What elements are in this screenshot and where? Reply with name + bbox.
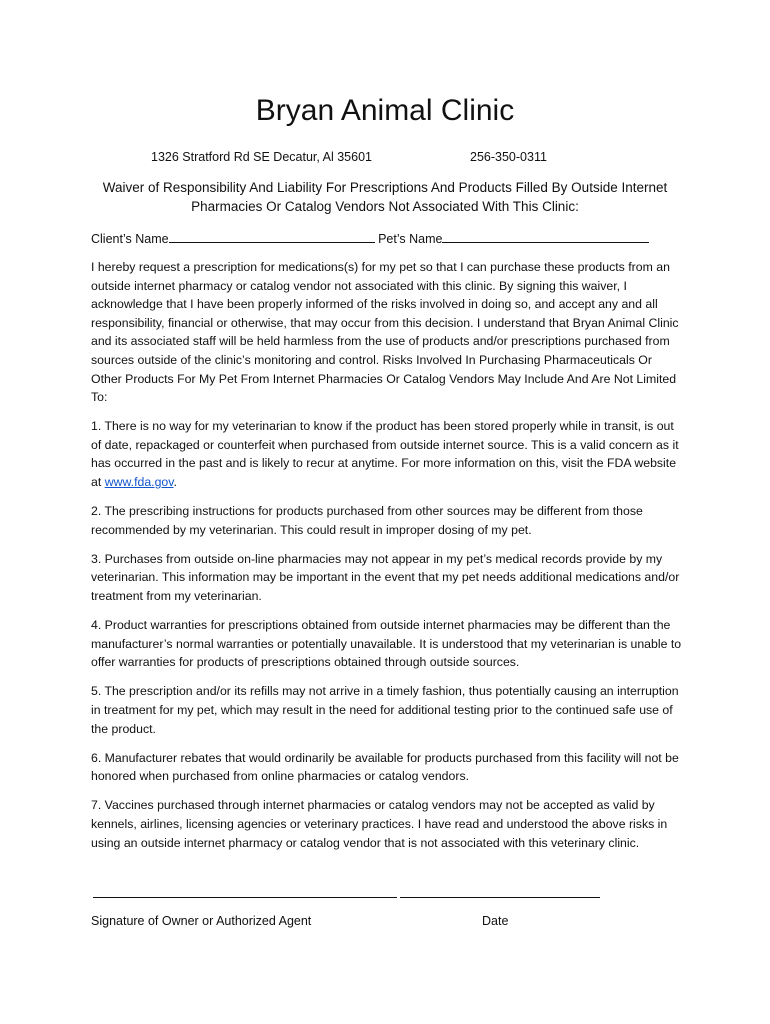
date-label: Date bbox=[482, 914, 509, 928]
risk-item-4: 4. Product warranties for prescriptions obtained from outside internet pharmacies may be different than the manufacturer’s normal warranties or potentially unavailable. It is understood that my veterinarian is unable to offer warranties for products of prescriptions obtained through outside sources. bbox=[91, 618, 682, 670]
fda-link[interactable]: www.fda.gov bbox=[104, 475, 174, 490]
intro-paragraph: I hereby request a prescription for medications(s) for my pet so that I can purchase these products from an outside internet pharmacy or catalog vendor not associated with this clinic. By signing this waiver, I acknowledge that I have been properly informed of the risks involved in doing so, and accept any and all responsibility, financial or otherwise, that may occur from this decision. I understand that Bryan Animal Clinic and its associated staff will be held harmless from the use of products and/or prescriptions purchased from sources outside of the clinic’s monitoring and control. Risks Involved In Purchasing Pharmaceuticals Or Other Products For My Pet From Internet Pharmacies Or Catalog Vendors May Include And Are Not Limited To: bbox=[91, 260, 679, 405]
clinic-phone: 256-350-0311 bbox=[470, 150, 547, 164]
risk-item-7: 7. Vaccines purchased through internet pharmacies or catalog vendors may not be accepted as valid by kennels, airlines, licensing agencies or veterinary practices. I have read and understood the above risks in using an outside internet pharmacy or catalog vendor that is not associated with this veterinary clinic. bbox=[91, 798, 668, 850]
risk-item-1 bbox=[91, 417, 683, 491]
risk-item-5: 5. The prescription and/or its refills may not arrive in a timely fashion, thus potentially causing an interruption in treatment for my pet, which may result in the need for additional testing prior to the continued safe use of the product. bbox=[91, 684, 679, 736]
waiver-heading-line-1: Waiver of Responsibility And Liability For Prescriptions And Products Filled By Outside Internet bbox=[102, 180, 668, 195]
risk-item-6: 6. Manufacturer rebates that would ordinarily be available for products purchased from this facility will not be honored when purchased from online pharmacies or catalog vendors. bbox=[91, 750, 679, 784]
pet-name-label: Pet’s Name bbox=[378, 232, 443, 246]
signature-line[interactable] bbox=[93, 897, 397, 898]
clinic-title: Bryan Animal Clinic bbox=[255, 94, 515, 127]
risk-item-3: 3. Purchases from outside on-line pharmacies may not appear in my pet’s medical records provide by my veterinarian. This information may be important in the event that my pet needs additional medications and/or treatment from my veterinarian. bbox=[91, 551, 680, 603]
clinic-address: 1326 Stratford Rd SE Decatur, Al 35601 bbox=[151, 150, 372, 164]
client-name-blank[interactable] bbox=[169, 230, 375, 243]
names-line bbox=[91, 230, 649, 246]
risk-item-1-end: . bbox=[173, 475, 177, 490]
signature-label: Signature of Owner or Authorized Agent bbox=[91, 914, 312, 928]
waiver-body bbox=[91, 258, 683, 863]
date-line[interactable] bbox=[400, 897, 600, 898]
waiver-heading bbox=[40, 178, 730, 216]
risk-item-2: 2. The prescribing instructions for products purchased from other sources may be different from those recommended by my veterinarian. This could result in improper dosing of my pet. bbox=[91, 504, 643, 537]
waiver-heading-line-2: Pharmacies Or Catalog Vendors Not Associated With This Clinic: bbox=[191, 199, 579, 214]
pet-name-blank[interactable] bbox=[442, 230, 649, 243]
risk-item-1-text: 1. There is no way for my veterinarian to know if the product has been stored properly while in transit, is out of date, repackaged or counterfeit when purchased from outside internet source. This is a valid concern as it has occurred in the past and is likely to recur at anytime. For more information on this, visit the FDA website at bbox=[91, 419, 679, 490]
client-name-label: Client’s Name bbox=[91, 232, 169, 246]
